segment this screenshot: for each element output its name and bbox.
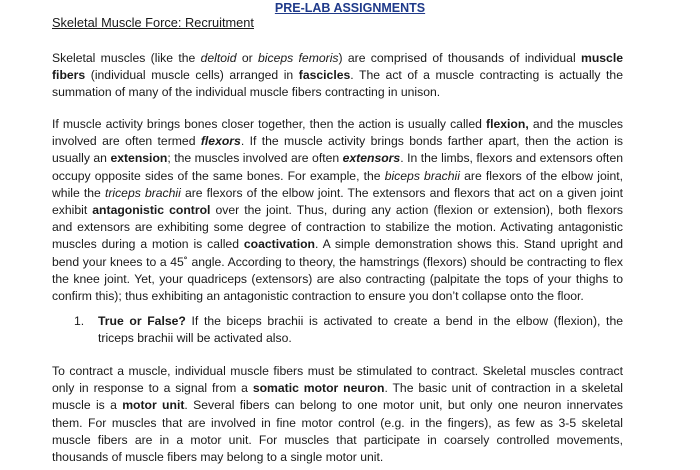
term-deltoid: deltoid [200, 51, 237, 65]
text-run: are flexors of the elbow joint, while the [52, 168, 623, 200]
term-fascicles: fascicles [298, 68, 351, 83]
text-run: or [236, 51, 258, 65]
question-item [98, 313, 623, 347]
paragraph-motor-unit [52, 363, 623, 466]
term-muscle-fibers: muscle fibers [52, 51, 623, 83]
term-somatic-motor-neuron: somatic motor neuron [252, 381, 385, 396]
question-number: 1. [74, 314, 85, 328]
term-biceps-femoris: biceps femoris [258, 51, 339, 65]
text-run: . The act of a muscle contracting is actually the summation of many of the individual muscle fibers contracting in unison. [52, 68, 623, 100]
term-extension: extension [110, 151, 168, 166]
text-run: are flexors of the elbow joint. The extensors and flexors that act on a given joint exhibit [52, 185, 623, 218]
question-prompt: True or False? [98, 314, 186, 328]
term-antagonistic-control: antagonistic control [92, 203, 211, 218]
term-biceps-brachii: biceps brachii [384, 168, 460, 183]
question-text: If the biceps brachii is activated to create a bend in the elbow (flexion), the triceps brachii will be activated also. [98, 314, 624, 346]
term-motor-unit: motor unit [122, 398, 185, 413]
paragraph-intro [52, 50, 623, 102]
text-run: ; the muscles involved are often [167, 151, 343, 166]
page-header: PRE-LAB ASSIGNMENTS [274, 1, 426, 15]
section-title: Skeletal Muscle Force: Recruitment [52, 15, 254, 30]
text-run: . The basic unit of contraction in a skeletal muscle is a [52, 381, 623, 413]
text-run: ) are comprised of thousands of individual [338, 51, 581, 65]
text-run: . In the limbs, flexors and extensors often occupy opposite sides of the same bones. For example, the [52, 151, 623, 183]
term-triceps-brachii: triceps brachii [104, 185, 181, 200]
text-run: and the muscles involved are often termed [52, 117, 623, 149]
term-flexion: flexion, [486, 117, 529, 131]
text-run: To contract a muscle, individual muscle fibers must be stimulated to contract. Skeletal muscles contract only in response to a signal from a [52, 364, 623, 396]
paragraph-flexion-extension [52, 116, 623, 305]
term-extensors: extensors [342, 151, 401, 166]
text-run: If muscle activity brings bones closer together, then the action is usually called [52, 117, 487, 131]
text-run: . Several fibers can belong to one motor unit, but only one neuron innervates them. For muscles that are involved in fine motor control (e.g. in the fingers), as few as 3-5 skeletal muscle fibers are in a motor unit. For muscles that participate in coarsely controlled movements, thousands of muscle fibers may belong to a single motor unit. [52, 398, 624, 465]
term-flexors: flexors [200, 134, 241, 149]
text-run: . If the muscle activity brings bonds farther apart, then the action is usually an [52, 134, 623, 166]
text-run: (individual muscle cells) arranged in [85, 68, 299, 83]
text-run: Skeletal muscles (like the [52, 51, 201, 65]
text-run: . A simple demonstration shows this. Stand upright and bend your knees to a 45˚ angle. According to theory, the hamstrings (flexors) should be contracting to flex the knee joint. Yet, your quadriceps (extensors) are also contracting (palpitate the tops of your thighs to confirm this); thus exhibiting an antagonistic contraction to ensure you don’t collapse onto the floor. [52, 237, 623, 304]
text-run: over the joint. Thus, during any action (flexion or extension), both flexors and extensors are exhibiting some degree of contraction to stabilize the motion. Activating antagonistic muscles during a motion is called [52, 203, 623, 252]
term-coactivation: coactivation [243, 237, 315, 252]
